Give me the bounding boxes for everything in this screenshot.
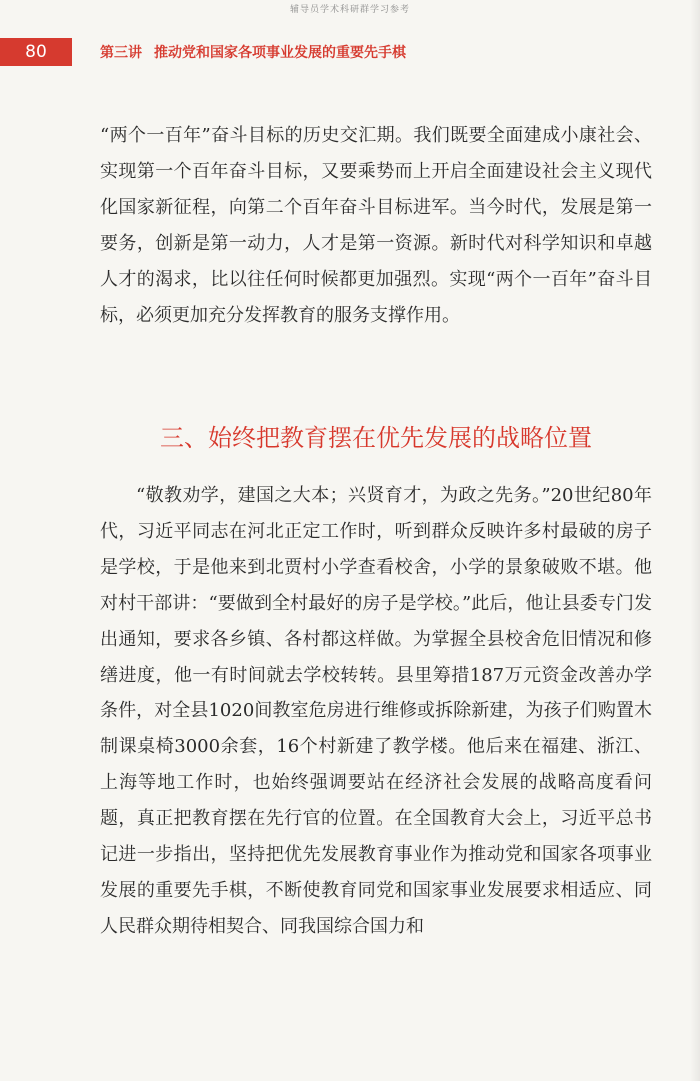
chapter-title: 推动党和国家各项事业发展的重要先手棋 [154, 45, 406, 61]
running-header [0, 38, 700, 68]
body-paragraph: “敬教劝学，建国之大本；兴贤育才，为政之先务。”20世纪80年代，习近平同志在河北正定工作时，听到群众反映许多村最破的房子是学校，于是他来到北贾村小学查看校舍，小学的景象破败不堪。他对村干部讲：“要做到全村最好的房子是学校。”此后，他让县委专门发出通知，要求各乡镇、各村都这样做。为掌握全县校舍危旧情况和修缮进度，他一有时间就去学校转转。县里筹措187万元资金改善办学条件，对全县1020间教室危房进行维修或拆除新建，为孩子们购置木制课桌椅3000余套，16个村新建了教学楼。他后来在福建、浙江、上海等地工作时，也始终强调要站在经济社会发展的战略高度看问题，真正把教育摆在先行官的位置。在全国教育大会上，习近平总书记进一步指出，坚持把优先发展教育事业作为推动党和国家各项事业发展的重要先手棋，不断使教育同党和国家事业发展要求相适应、同人民群众期待相契合、同我国综合国力和 [100, 485, 652, 937]
section-heading: 三、始终把教育摆在优先发展的战略位置 [160, 424, 592, 452]
watermark-stamp: 辅导员学术科研群学习参考 [289, 5, 410, 15]
chapter-heading [100, 42, 406, 64]
page-edge-shadow [690, 0, 700, 1081]
body-paragraph: “两个一百年”奋斗目标的历史交汇期。我们既要全面建成小康社会、实现第一个百年奋斗目标，又要乘势而上开启全面建设社会主义现代化国家新征程，向第二个百年奋斗目标进军。当今时代，发展是第一要务，创新是第一动力，人才是第一资源。新时代对科学知识和卓越人才的渴求，比以往任何时候都更加强烈。实现“两个一百年”奋斗目标，必须更加充分发挥教育的服务支撑作用。 [100, 125, 652, 326]
page-number: 80 [0, 38, 72, 66]
chapter-label: 第三讲 [100, 45, 142, 61]
